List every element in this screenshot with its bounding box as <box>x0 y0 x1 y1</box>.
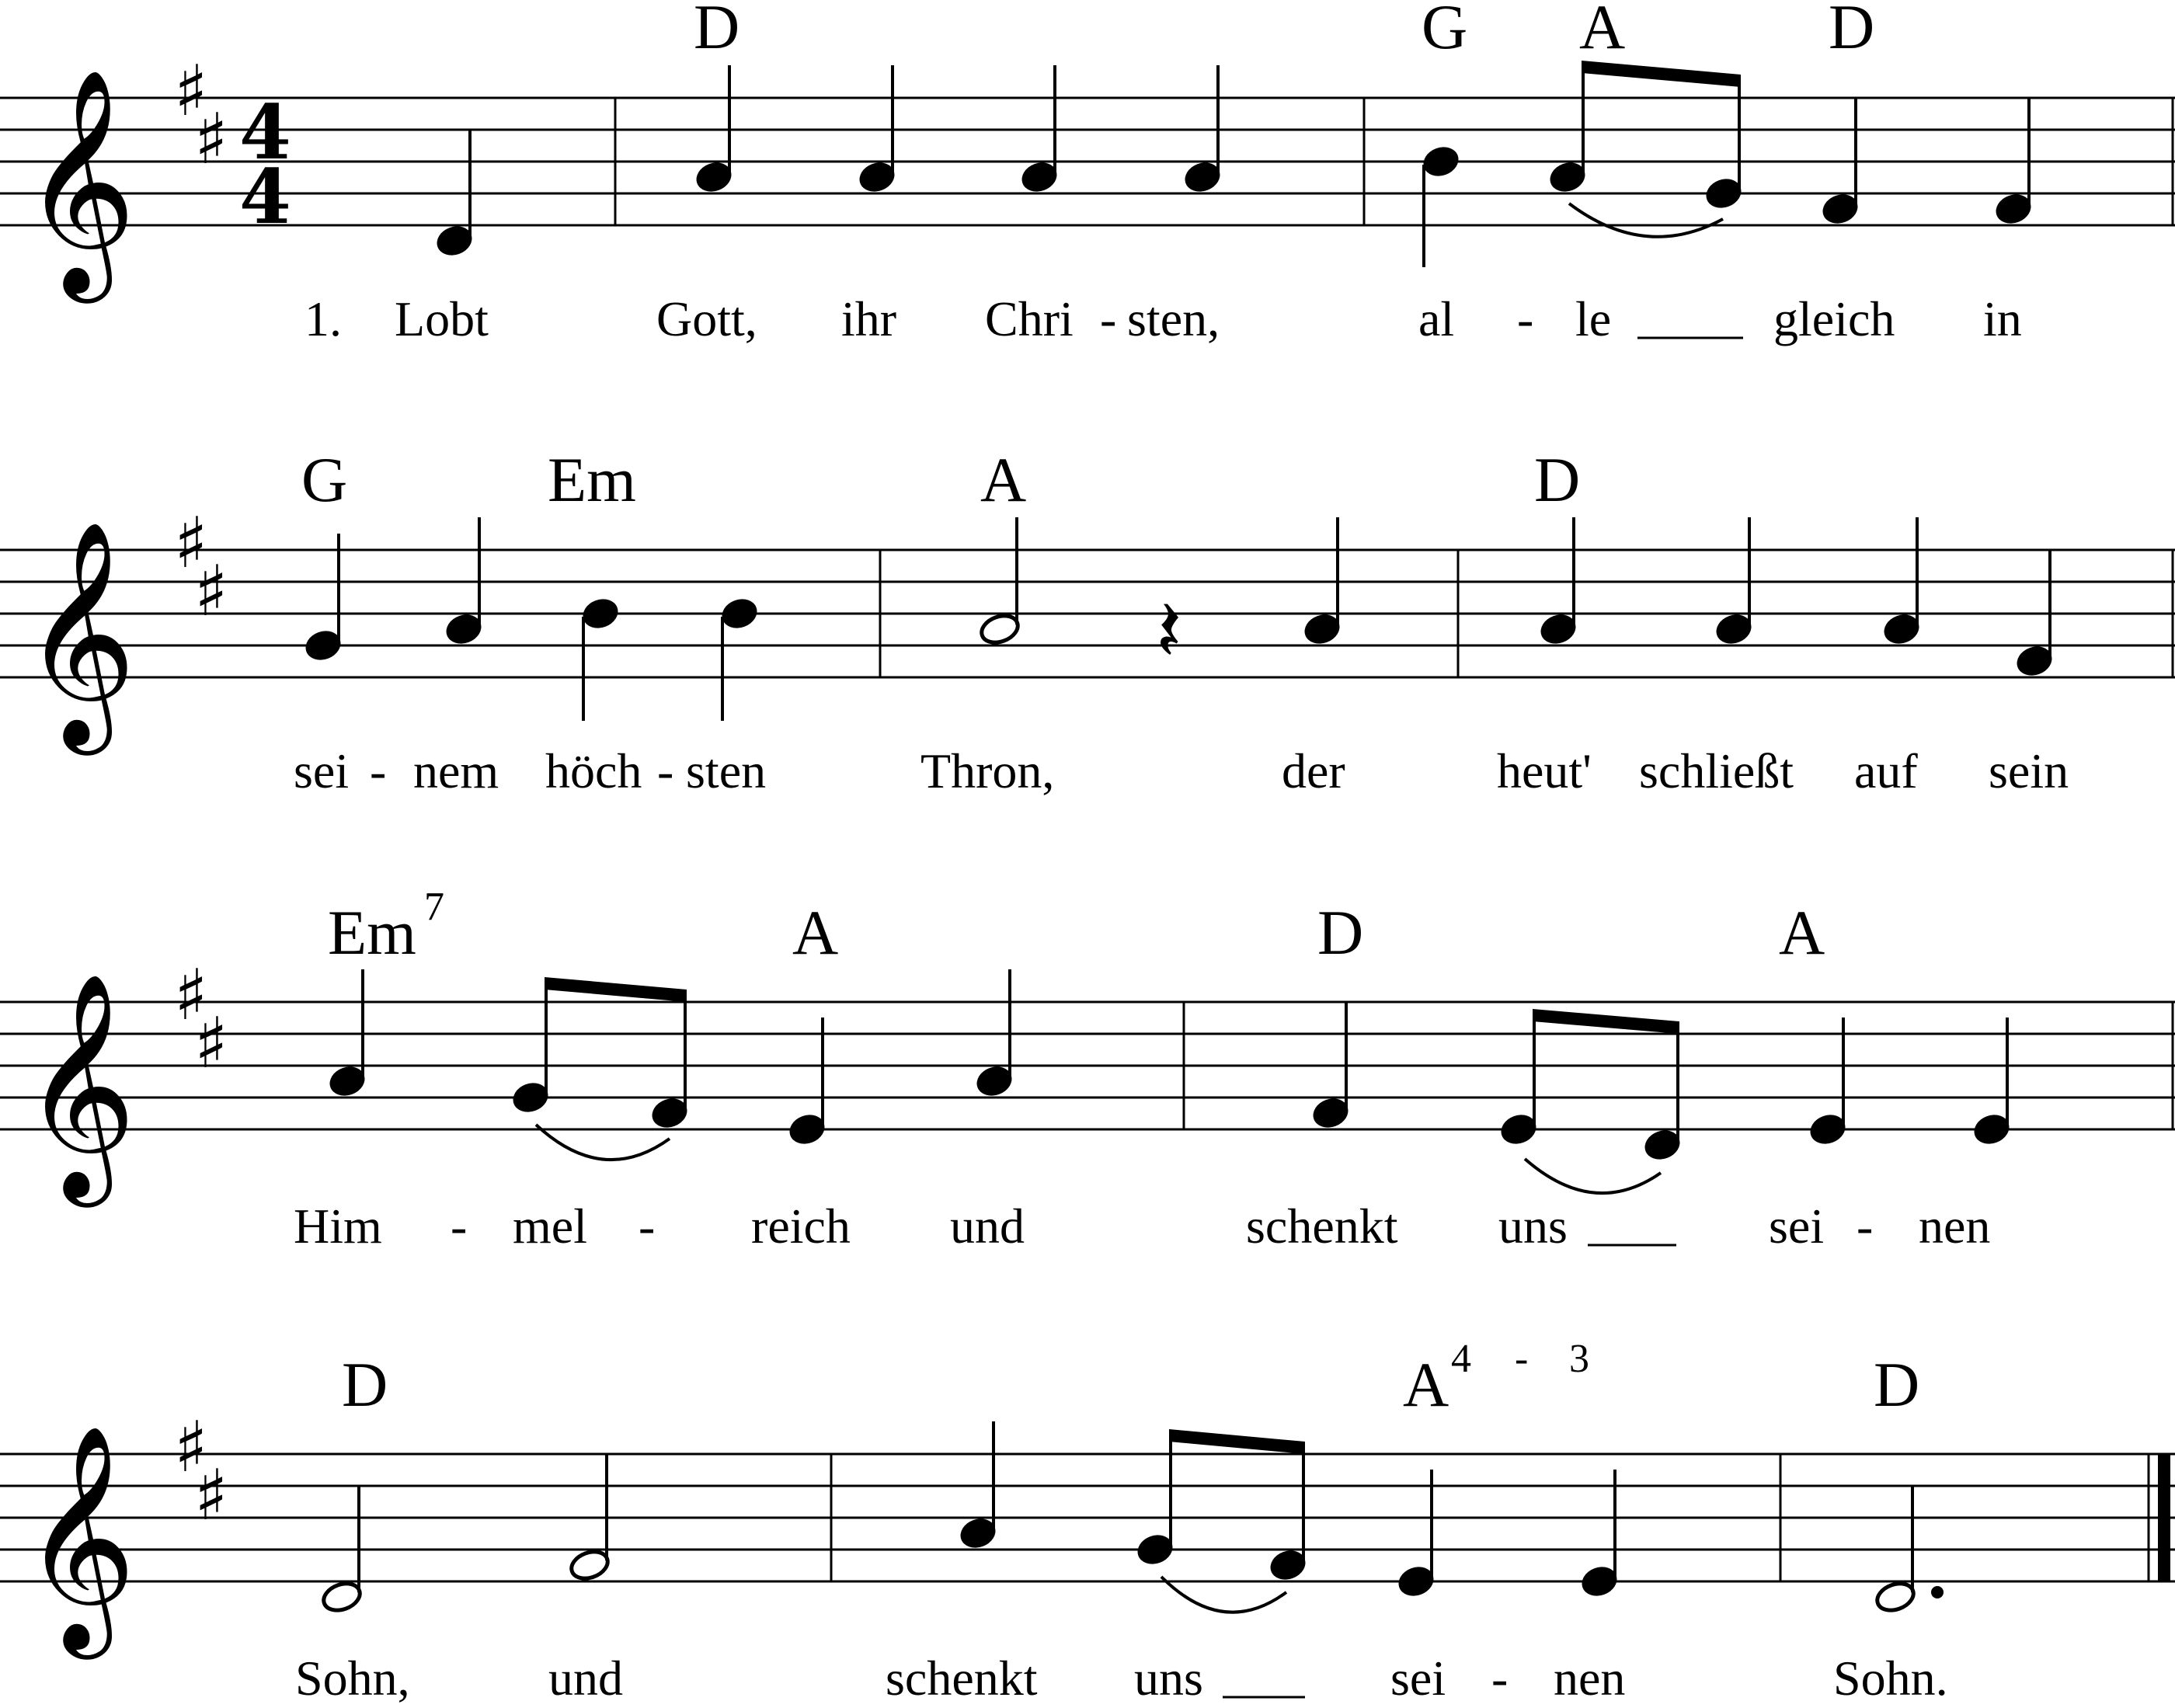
lyric-syllable: Sohn, <box>295 1651 410 1706</box>
lyric-syllable: mel <box>513 1198 587 1254</box>
note <box>1806 1017 1850 1149</box>
chord-suspension: 4 <box>1451 1337 1471 1381</box>
lyric-syllable: nen <box>1554 1651 1626 1706</box>
note <box>1578 1470 1621 1601</box>
note <box>785 1017 829 1149</box>
sharp-f-icon: ♯ <box>174 50 208 132</box>
chord-symbol: D <box>1874 1349 1920 1420</box>
chord-symbol: D <box>1829 0 1875 62</box>
chord-suspension: 3 <box>1569 1337 1589 1381</box>
lyric-syllable: sten, <box>1127 291 1220 346</box>
lyric-syllable: in <box>1983 291 2022 346</box>
chord-suspension-dash: - <box>1515 1337 1529 1381</box>
treble-clef-icon: 𝄞 <box>22 519 137 745</box>
lyric-syllable: heut' <box>1497 743 1592 798</box>
beamed-eighths <box>1497 1009 1684 1193</box>
chord-symbol: D <box>342 1349 388 1420</box>
lyric-syllable: nem <box>413 743 499 798</box>
lyric-syllable: auf <box>1854 743 1918 798</box>
lyric-syllable: und <box>548 1651 623 1706</box>
lyric-syllable: Thron, <box>920 743 1055 798</box>
treble-clef-icon: 𝄞 <box>22 67 137 293</box>
time-sig-denominator: 4 <box>239 153 291 241</box>
lyric-syllable: ihr <box>841 291 897 346</box>
sharp-f-icon: ♯ <box>174 955 208 1036</box>
note <box>579 594 622 721</box>
lyric-syllable: sei <box>1390 1651 1446 1706</box>
chord-extension: 7 <box>424 885 444 929</box>
lyric-syllable: sten <box>686 743 767 798</box>
lyric-syllable: Sohn. <box>1833 1651 1948 1706</box>
lyric-hyphen: - <box>657 743 674 798</box>
chord-symbol: A <box>980 444 1027 515</box>
lyric-syllable: schenkt <box>886 1651 1038 1706</box>
sharp-f-icon: ♯ <box>174 1407 208 1488</box>
lyric-hyphen: - <box>1100 291 1117 346</box>
chord-symbol: Em <box>548 444 636 515</box>
lyric-syllable: uns <box>1498 1198 1568 1254</box>
sharp-c-icon: ♯ <box>194 1455 228 1536</box>
note <box>1394 1470 1438 1601</box>
lyric-hyphen: - <box>1491 1651 1509 1706</box>
treble-clef-icon: 𝄞 <box>22 971 137 1197</box>
beamed-eighths <box>509 977 691 1160</box>
sharp-c-icon: ♯ <box>194 1003 228 1084</box>
chord-symbol: A <box>1403 1349 1449 1420</box>
lyric-hyphen: - <box>451 1198 468 1254</box>
system-1 <box>0 0 2175 346</box>
note <box>1419 142 1463 267</box>
lyric-syllable: Him <box>294 1198 382 1254</box>
lyric-hyphen: - <box>639 1198 656 1254</box>
lyric-hyphen: - <box>370 743 387 798</box>
note <box>301 534 345 665</box>
lyric-hyphen: - <box>1517 291 1534 346</box>
lyric-syllable: höch <box>545 743 642 798</box>
lyric-syllable: der <box>1282 743 1345 798</box>
note <box>718 594 761 721</box>
lyric-syllable: schenkt <box>1246 1198 1398 1254</box>
lyric-syllable: Lobt <box>395 291 489 346</box>
system-2 <box>0 444 2175 798</box>
treble-clef-icon: 𝄞 <box>22 1423 137 1649</box>
note <box>1970 1017 2013 1149</box>
lyric-syllable: reich <box>751 1198 851 1254</box>
chord-symbol: A <box>1779 897 1825 968</box>
chord-symbol: A <box>1579 0 1626 62</box>
lyric-syllable: Gott, <box>656 291 757 346</box>
beamed-eighths <box>1133 1429 1310 1612</box>
verse-number: 1. <box>304 291 342 346</box>
chord-symbol: D <box>694 0 740 62</box>
sharp-c-icon: ♯ <box>194 99 228 180</box>
time-sig-numerator: 4 <box>239 89 291 176</box>
lyric-syllable: gleich <box>1773 291 1895 346</box>
lyric-syllable: schließt <box>1639 743 1794 798</box>
lyric-syllable: le <box>1575 291 1612 346</box>
lyric-syllable: sein <box>1989 743 2069 798</box>
lyric-syllable: Chri <box>985 291 1074 346</box>
beamed-eighths <box>1546 61 1745 237</box>
chord-symbol: G <box>301 444 348 515</box>
system-3 <box>0 885 2175 1254</box>
lyric-syllable: al <box>1418 291 1455 346</box>
lyric-syllable: und <box>950 1198 1025 1254</box>
quarter-rest-icon: 𝄽 <box>1156 581 1182 680</box>
sharp-c-icon: ♯ <box>194 551 228 632</box>
lyric-syllable: sei <box>1769 1198 1825 1254</box>
lyric-syllable: nen <box>1919 1198 1991 1254</box>
chord-symbol: D <box>1534 444 1581 515</box>
final-barline-thick <box>2158 1454 2170 1581</box>
system-4 <box>0 1337 2175 1706</box>
lyric-syllable: sei <box>294 743 350 798</box>
chord-symbol: G <box>1422 0 1468 62</box>
chord-symbol: Em <box>328 897 416 968</box>
chord-symbol: D <box>1317 897 1364 968</box>
lyric-syllable: uns <box>1134 1651 1203 1706</box>
chord-symbol: A <box>792 897 839 968</box>
lyric-hyphen: - <box>1857 1198 1874 1254</box>
sharp-f-icon: ♯ <box>174 503 208 584</box>
